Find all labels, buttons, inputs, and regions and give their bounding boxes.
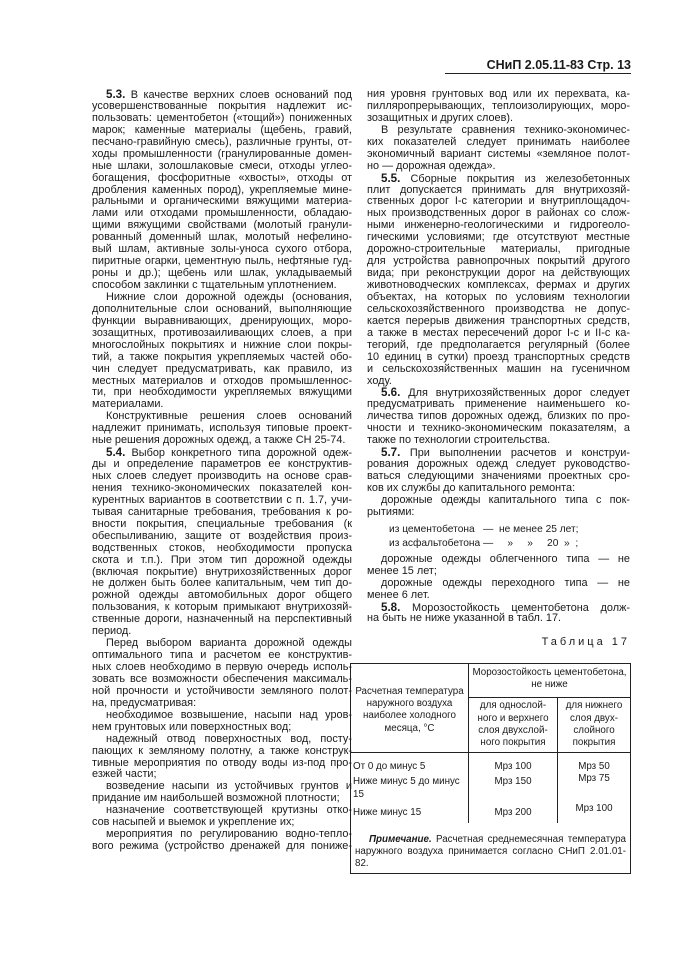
text-line: ной прочности и устойчивости земляного полот- xyxy=(92,684,352,697)
text-line: чин следует предусматривать, как правило, из xyxy=(92,362,352,375)
line-text: При выполнении расчетов и конструи- xyxy=(400,447,630,460)
text-line: песчано-гравийную смесь), различные грунты, от- xyxy=(92,135,352,148)
paragraph xyxy=(92,638,352,710)
service-life-item: из цементобетона — не менее 25 лет; xyxy=(389,523,579,535)
text-line: зозащитных и других слоев). xyxy=(367,111,514,124)
text-line: ходы промышленности (гранулированные домен- xyxy=(92,147,352,160)
text-line: гическими условиями; где отсутствуют местные xyxy=(367,231,630,244)
text-line: тий, а также покрытия укрепляемых частей обо- xyxy=(92,350,352,363)
left-column xyxy=(92,89,352,853)
frost-resistance-table xyxy=(350,663,631,874)
text-line: сельскохозяйственного производства не допус- xyxy=(367,302,630,315)
header-frost-resistance: Морозостойкость цементобетона, не ниже xyxy=(469,664,631,698)
cell-temperature: Ниже минус 5 до минус 15 xyxy=(353,776,460,800)
text-line: не должен быть более капитальным, чем тип до- xyxy=(92,577,352,590)
paragraph xyxy=(92,710,352,734)
header-bottom-layer: для нижнего слоя двух-слойного покрытия xyxy=(558,698,631,753)
text-line: и сельскохозяйственных машин на гусеничном xyxy=(367,362,630,375)
cell-bottom: Мрз 75 xyxy=(558,773,631,800)
table-row xyxy=(351,753,630,774)
text-line: езжей части; xyxy=(92,768,157,781)
text-line: рожной одежды автомобильных дорог общего xyxy=(92,589,352,602)
table-title: Таблица 17 xyxy=(541,636,630,649)
text-line: зовать все возможности обеспечения максималь- xyxy=(92,672,352,685)
text-line: пилляропрерывающих, теплоизолирующих, моро- xyxy=(367,99,630,112)
text-line: дробления каменных пород), укрепляемые мине- xyxy=(92,183,352,196)
text-line: необходимое возвышение, насыпи над уров- xyxy=(106,708,352,721)
text-line: ственные дороги, назначенный на перспективный xyxy=(92,613,352,626)
text-line: вности покрытия, специальные требования (к xyxy=(92,517,352,530)
cell-temperature: От 0 до минус 5 xyxy=(353,761,426,773)
text-line: курентных вариантов в соответствии с п. 1.7, учи- xyxy=(92,493,352,506)
header-top-layer: для однослой-ного и верхнего слоя двухслой-ного покрытия xyxy=(469,698,558,753)
text-line: на, предусматривая: xyxy=(92,696,197,709)
text-line: (включая покрытие) внутрихозяйственных дорог xyxy=(92,565,352,578)
table-note xyxy=(355,834,626,870)
text-line: ственных дорог I-с категории и внутриплощадоч- xyxy=(367,195,630,208)
text-line: зозащитных, противозаиливающих слоев, а при xyxy=(92,326,352,339)
paragraph xyxy=(367,554,630,578)
text-line: оптимального типа и расчетом ее конструктив- xyxy=(92,649,352,662)
paragraph xyxy=(367,495,630,519)
paragraph xyxy=(92,781,352,805)
line-text: Морозостойкость цементобетона долж- xyxy=(400,601,630,614)
section-paragraph xyxy=(92,447,352,638)
text-line: назначение соответствующей крутизны отко- xyxy=(106,804,352,817)
page-header: СНиП 2.05.11-83 Стр. 13 xyxy=(445,58,631,74)
paragraph xyxy=(92,805,352,829)
text-line: пользования, к которым примыкают внутрихозяй- xyxy=(92,601,352,614)
text-line xyxy=(367,173,630,185)
text-line: ков их службы до капитального ремонта: xyxy=(367,481,576,494)
section-number: 5.7. xyxy=(381,446,401,460)
text-line: рованный доменный шлак, молотый нефелино- xyxy=(92,231,352,244)
cell-top: Мрз 200 xyxy=(469,801,558,823)
text-line: ными инженерно-геологическими и гидрогеоло- xyxy=(367,219,630,232)
text-line: Перед выбором варианта дорожной одежды xyxy=(106,637,352,650)
paragraph xyxy=(367,125,630,173)
text-line: пающих к земляному полотну, а также конструк- xyxy=(92,744,352,757)
text-line: ти, при необходимости укрепляемых вяжущими xyxy=(92,386,352,399)
section-paragraph xyxy=(367,447,630,495)
text-line: сов насыпей и выемок и укрепление их; xyxy=(92,816,295,829)
text-line: пиритные огарки, цементную пыль, нефтяные гуд- xyxy=(92,255,352,268)
section-number: 5.4. xyxy=(106,446,126,460)
text-line: 10 единиц в сутки) проезд транспортных средств xyxy=(367,350,630,363)
text-line: дорожные одежды облегченного типа — не xyxy=(381,552,630,565)
text-line: также по технологии строительства. xyxy=(367,434,551,447)
text-line: экономичный вариант системы «земляное полот- xyxy=(367,147,630,160)
text-line: тивные мероприятия по отводу воды из-под про- xyxy=(92,756,352,769)
text-line: дорожно-строительные материалы, пригодные xyxy=(367,243,630,256)
line-text: Для внутрихозяйственных дорог следует xyxy=(400,387,630,400)
text-line: обеспыливанию, защите от воздействия произ- xyxy=(92,529,352,542)
text-line: функции выравнивающих, дренирующих, моро- xyxy=(92,314,352,327)
paragraph xyxy=(92,829,352,853)
text-line: ных слоев следует производить на основе срав- xyxy=(92,470,352,482)
text-line: тывая санитарные требования, требования к ро- xyxy=(92,505,352,518)
text-line: менее 15 лет; xyxy=(367,564,437,577)
text-line: Конструктивные решения слоев оснований xyxy=(106,410,352,423)
text-line: усовершенствованные покрытия надлежит ис- xyxy=(92,99,352,112)
section-number: 5.3. xyxy=(106,88,126,101)
paragraph xyxy=(367,578,630,602)
text-line: объектах, на которых по условиям технологии xyxy=(367,290,630,303)
text-line: кается перерыв движения транспортных средств, xyxy=(367,314,630,327)
text-line: период. xyxy=(92,625,132,638)
text-line: на быть не ниже указанной в табл. 17. xyxy=(367,612,562,625)
text-line: богащения, фосфоритные «хвосты», отходы от xyxy=(92,171,352,184)
service-life-list xyxy=(367,523,630,551)
text-line: дорожные одежды капитального типа с пок- xyxy=(381,493,630,506)
section-paragraph xyxy=(92,89,352,292)
text-line: плит допускается принимать для внутрихозяй- xyxy=(367,183,630,196)
text-line: дорожные одежды переходного типа — не xyxy=(381,576,630,589)
text-line: а также в местах пересечений дорог I-с и II-с ка- xyxy=(367,326,630,339)
text-line: для устройства равнопрочных покрытий другого xyxy=(367,255,630,268)
paragraph xyxy=(92,292,352,411)
cell-bottom: Мрз 100 xyxy=(558,801,631,823)
text-line: предусматривать применение наименьшего ко- xyxy=(367,398,630,411)
text-line: местных материалов и отходов промышленнос- xyxy=(92,374,352,387)
text-line: щими вяжущими свойствами (молотый гранули- xyxy=(92,219,352,232)
table-row xyxy=(351,773,630,800)
cell-temperature: Ниже минус 15 xyxy=(353,806,422,818)
line-text: Сборные покрытия из железобетонных xyxy=(400,172,630,185)
text-line: тегорий, где предполагается регулярный (более xyxy=(367,338,630,351)
text-line: ния уровня грунтовых вод или их перехвата, ка- xyxy=(367,88,630,100)
paragraph xyxy=(367,89,630,125)
text-line: рытиями: xyxy=(367,505,415,518)
text-line: пользовать: цементобетон («тощий») пониженных xyxy=(92,111,352,124)
section-number: 5.6. xyxy=(381,386,401,400)
text-line: водственных стоков, необходимости пропуска xyxy=(92,541,352,554)
line-text: Выбор конкретного типа дорожной одеж- xyxy=(125,447,352,460)
text-line: ходу. xyxy=(367,374,392,387)
text-line: возведение насыпи из устойчивых грунтов и xyxy=(106,780,352,793)
text-line: вого режима (устройство дренажей для пониже- xyxy=(92,840,352,853)
right-paragraphs-b xyxy=(367,554,630,626)
section-paragraph xyxy=(367,173,630,388)
paragraph xyxy=(92,411,352,447)
text-line: придание им наибольшей возможной плотности; xyxy=(92,792,340,805)
note-label: Примечание. xyxy=(369,834,432,845)
text-line: многослойных покрытиях и нижние слои покры- xyxy=(92,338,352,351)
text-line: марок; каменные материалы (щебень, гравий, xyxy=(92,123,352,136)
text-line: ные решения дорожных одежд, а также СН 25-74. xyxy=(92,434,346,447)
text-line: чности и технико-экономическим показателям, а xyxy=(367,422,630,435)
section-number: 5.5. xyxy=(381,171,401,185)
section-paragraph xyxy=(367,602,630,626)
text-line: лами или отходами промышленности, обладаю- xyxy=(92,207,352,220)
right-paragraphs-a xyxy=(367,89,630,519)
cell-top: Мрз 150 xyxy=(469,773,558,800)
text-line: личества типов дорожных одежд, близких по про- xyxy=(367,410,630,423)
text-line: ральными и органическими вяжущими материа- xyxy=(92,195,352,208)
note-text: Расчетная среднемесячная температура наружного воздуха принимается согласно СНиП 2.01.01-82. xyxy=(355,834,626,869)
text-line: ды и определение параметров ее конструктив- xyxy=(92,458,352,471)
section-paragraph xyxy=(367,387,630,447)
text-line: вида; при реконструкции дорог на действующих xyxy=(367,267,630,280)
text-line: рования дорожных одежд следует руководство- xyxy=(367,458,630,471)
table-row xyxy=(351,801,630,823)
text-line: роны и др.); щебень или шлак, укладываемый xyxy=(92,267,352,280)
paragraph xyxy=(92,734,352,782)
text-line: ных производственных дорог в районах со слож- xyxy=(367,207,630,220)
text-line: В результате сравнения технико-экономичес- xyxy=(381,123,630,136)
right-column xyxy=(367,89,630,649)
header-temperature: Расчетная температура наружного воздуха наиболее холодного месяца, °С xyxy=(351,664,469,753)
text-line: надлежит принимать, используя типовые проект- xyxy=(92,422,352,435)
text-line: животноводческих комплексах, фермах и других xyxy=(367,279,630,291)
cell-top: Мрз 100 xyxy=(469,753,558,774)
cell-bottom: Мрз 50 xyxy=(558,753,631,774)
text-line: менее 6 лет. xyxy=(367,588,430,601)
text-line: способом заклинки с тщательным уплотнением. xyxy=(92,279,337,291)
text-line: Нижние слои дорожной одежды (основания, xyxy=(106,290,352,303)
text-line: ных слоев необходимо в первую очередь исполь- xyxy=(92,661,352,673)
text-line: мероприятия по регулированию водно-тепло- xyxy=(106,828,352,841)
section-number: 5.8. xyxy=(381,600,401,614)
text-line: дополнительные слои оснований, выполняющие xyxy=(92,302,352,315)
text-line: скота и т.п.). При этом тип дорожной одежды xyxy=(92,553,352,566)
service-life-item: из асфальтобетона — » » 20 » ; xyxy=(389,537,579,549)
text-line: но — дорожная одежда». xyxy=(367,159,496,172)
text-line: нем грунтовых или поверхностных вод; xyxy=(92,720,292,733)
text-line: материалами. xyxy=(92,398,164,411)
text-line: надежный отвод поверхностных вод, посту- xyxy=(106,732,352,745)
text-line: ные шлаки, золошлаковые смеси, отходы углео- xyxy=(92,159,352,172)
text-line: нения технико-экономических показателей кон- xyxy=(92,481,352,494)
text-line: ких показателей следует принимать наиболее xyxy=(367,135,630,148)
line-text: В качестве верхних слоев оснований под xyxy=(125,89,352,101)
text-line: вый шлам, активные золы-уноса сухого отбора, xyxy=(92,243,352,256)
text-line: ваться следующими значениями проектных сро- xyxy=(367,470,630,482)
